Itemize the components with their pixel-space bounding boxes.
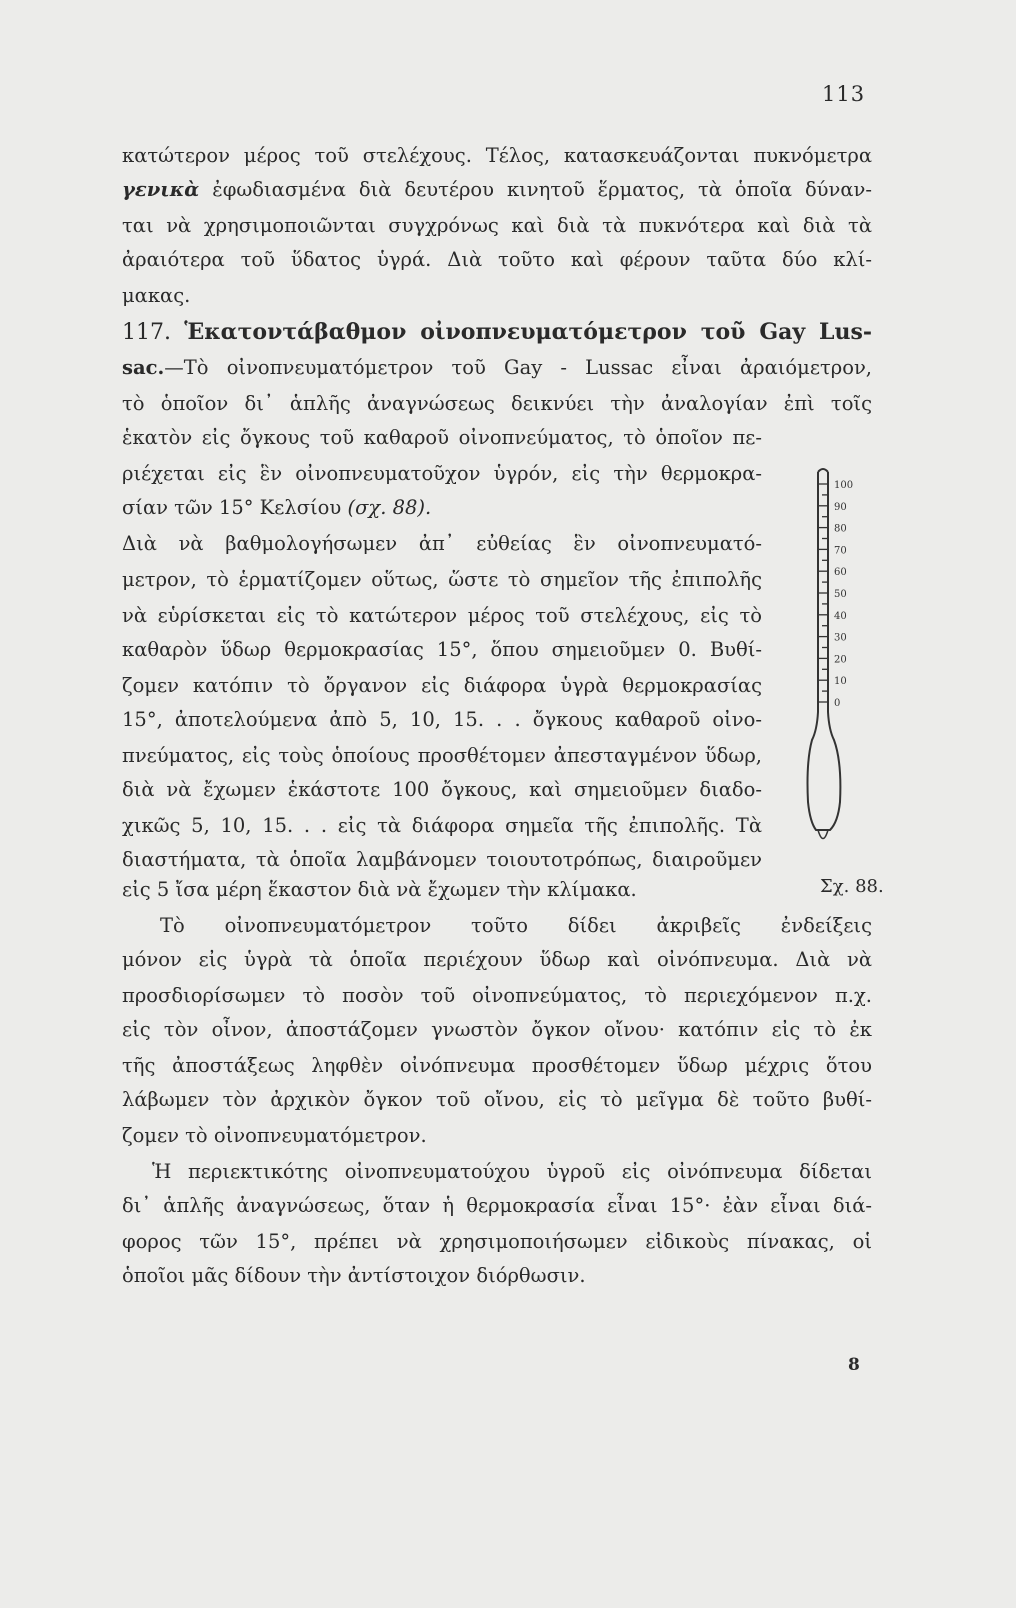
text-line-18: πνεύματος, εἰς τοὺς ὁποίους προσθέτομεν ἀπεσταγμένον ὕδωρ, (122, 744, 762, 767)
text-line-27: τῆς ἀποστάξεως ληφθὲν οἰνόπνευμα προσθέτομεν ὕδωρ μέχρις ὅτου (122, 1054, 872, 1077)
text-line-30: Ἡ περιεκτικότης οἰνοπνευματούχου ὑγροῦ εἰς οἰνόπνευμα δίδεται (152, 1160, 872, 1183)
page-number: 113 (822, 82, 866, 106)
figure-reference: (σχ. 88). (347, 496, 432, 519)
scale-label: 30 (834, 632, 847, 644)
scale-label: 20 (834, 654, 847, 666)
section-heading (122, 318, 872, 347)
text-line-14: νὰ εὑρίσκεται εἰς τὸ κατώτερον μέρος τοῦ στελέχους, εἰς τὸ (122, 604, 762, 627)
section-number: 117. (122, 320, 185, 345)
text-line-28: λάβωμεν τὸν ἀρχικὸν ὄγκον τοῦ οἴνου, εἰς τὸ μεῖγμα δὲ τοῦτο βυθί- (122, 1088, 872, 1111)
scale-label: 80 (834, 523, 847, 535)
text-line-10: ριέχεται εἰς ἓν οἰνοπνευματοῦχον ὑγρόν, εἰς τὴν θερμοκρα- (122, 462, 762, 485)
text-line-26: εἰς τὸν οἶνον, ἀποστάζομεν γνωστὸν ὄγκον οἴνου· κατόπιν εἰς τὸ ἐκ (122, 1018, 872, 1041)
scale-label: 0 (834, 698, 841, 709)
text-line-8: τὸ ὁποῖον δι᾽ ἁπλῆς ἀναγνώσεως δεικνύει τὴν ἀναλογίαν ἐπὶ τοῖς (122, 392, 872, 415)
signature-folio: 8 (848, 1355, 860, 1375)
scale-label: 40 (834, 610, 847, 622)
text-line-20: χικῶς 5, 10, 15. . . εἰς τὰ διάφορα σημεῖα τῆς ἐπιπολῆς. Τὰ (122, 814, 762, 837)
section-title: Ἑκατοντάβαθμον οἰνοπνευματόμετρον τοῦ Gay Lus- (184, 319, 872, 345)
text-line-7: sac.—Τὸ οἰνοπνευματόμετρον τοῦ Gay - Lussac εἶναι ἀραιόμετρον, (122, 356, 872, 379)
scale-label: 10 (834, 676, 847, 688)
figure-caption: Σχ. 88. (820, 876, 884, 897)
hydrometer-tip (818, 830, 828, 839)
text-line-13: μετρον, τὸ ἑρματίζομεν οὕτως, ὥστε τὸ σημεῖον τῆς ἐπιπολῆς (122, 568, 762, 591)
text-line-11: σίαν τῶν 15° Κελσίου (σχ. 88). (122, 496, 432, 519)
section-title-cont: sac. (122, 356, 165, 379)
scale-label: 70 (834, 545, 847, 557)
scale-label: 60 (834, 567, 847, 579)
text-line-17: 15°, ἀποτελούμενα ἀπὸ 5, 10, 15. . . ὄγκους καθαροῦ οἰνο- (122, 708, 762, 731)
alcoholometer-figure (800, 462, 890, 862)
text-line-19: διὰ νὰ ἔχωμεν ἑκάστοτε 100 ὄγκους, καὶ σημειοῦμεν διαδο- (122, 778, 762, 801)
text-line-24: μόνον εἰς ὑγρὰ τὰ ὁποῖα περιέχουν ὕδωρ καὶ οἰνόπνευμα. Διὰ νὰ (122, 948, 872, 971)
text-line-31: δι᾽ ἁπλῆς ἀναγνώσεως, ὅταν ἡ θερμοκρασία εἶναι 15°· ἐὰν εἶναι διά- (122, 1194, 872, 1217)
emphasis-word: γενικὰ (122, 178, 200, 201)
scale-label: 90 (834, 501, 847, 513)
scale-label: 50 (834, 589, 847, 600)
scale-label: 100 (834, 480, 854, 491)
text-line-15: καθαρὸν ὕδωρ θερμοκρασίας 15°, ὅπου σημειοῦμεν 0. Βυθί- (122, 638, 762, 661)
text-line-25: προσδιορίσωμεν τὸ ποσὸν τοῦ οἰνοπνεύματος, τὸ περιεχόμενον π.χ. (122, 984, 872, 1007)
text-line-3: ται νὰ χρησιμοποιῶνται συγχρόνως καὶ διὰ τὰ πυκνότερα καὶ διὰ τὰ (122, 214, 872, 237)
text-line-16: ζομεν κατόπιν τὸ ὄργανον εἰς διάφορα ὑγρὰ θερμοκρασίας (122, 674, 762, 697)
text-line-23: Τὸ οἰνοπνευματόμετρον τοῦτο δίδει ἀκριβεῖς ἐνδείξεις (160, 914, 872, 937)
text-line-9: ἑκατὸν εἰς ὄγκους τοῦ καθαροῦ οἰνοπνεύματος, τὸ ὁποῖον πε- (122, 426, 762, 449)
text-line-12: Διὰ νὰ βαθμολογήσωμεν ἀπ᾽ εὐθείας ἓν οἰνοπνευματό- (122, 532, 762, 555)
text-line-4: ἀραιότερα τοῦ ὕδατος ὑγρά. Διὰ τοῦτο καὶ φέρουν ταῦτα δύο κλί- (122, 248, 872, 271)
text-line-22: εἰς 5 ἴσα μέρη ἕκαστον διὰ νὰ ἔχωμεν τὴν κλίμακα. (122, 878, 637, 901)
pencil-mark (594, 1558, 654, 1608)
text-line-32: φορος τῶν 15°, πρέπει νὰ χρησιμοποιήσωμεν εἰδικοὺς πίνακας, οἱ (122, 1230, 872, 1253)
hydrometer-bulb (808, 712, 841, 830)
text-line-1: κατώτερον μέρος τοῦ στελέχους. Τέλος, κατασκευάζονται πυκνόμετρα (122, 144, 872, 167)
text-line-21: διαστήματα, τὰ ὁποῖα λαμβάνομεν τοιουτοτρόπως, διαιροῦμεν (122, 848, 762, 871)
text-line-2: γενικὰ ἐφωδιασμένα διὰ δευτέρου κινητοῦ ἕρματος, τὰ ὁποῖα δύναν- (122, 178, 872, 201)
text-line-33: ὁποῖοι μᾶς δίδουν τὴν ἀντίστοιχον διόρθωσιν. (122, 1264, 586, 1287)
text-line-5: μακας. (122, 284, 191, 307)
text-line-29: ζομεν τὸ οἰνοπνευματόμετρον. (122, 1124, 427, 1147)
